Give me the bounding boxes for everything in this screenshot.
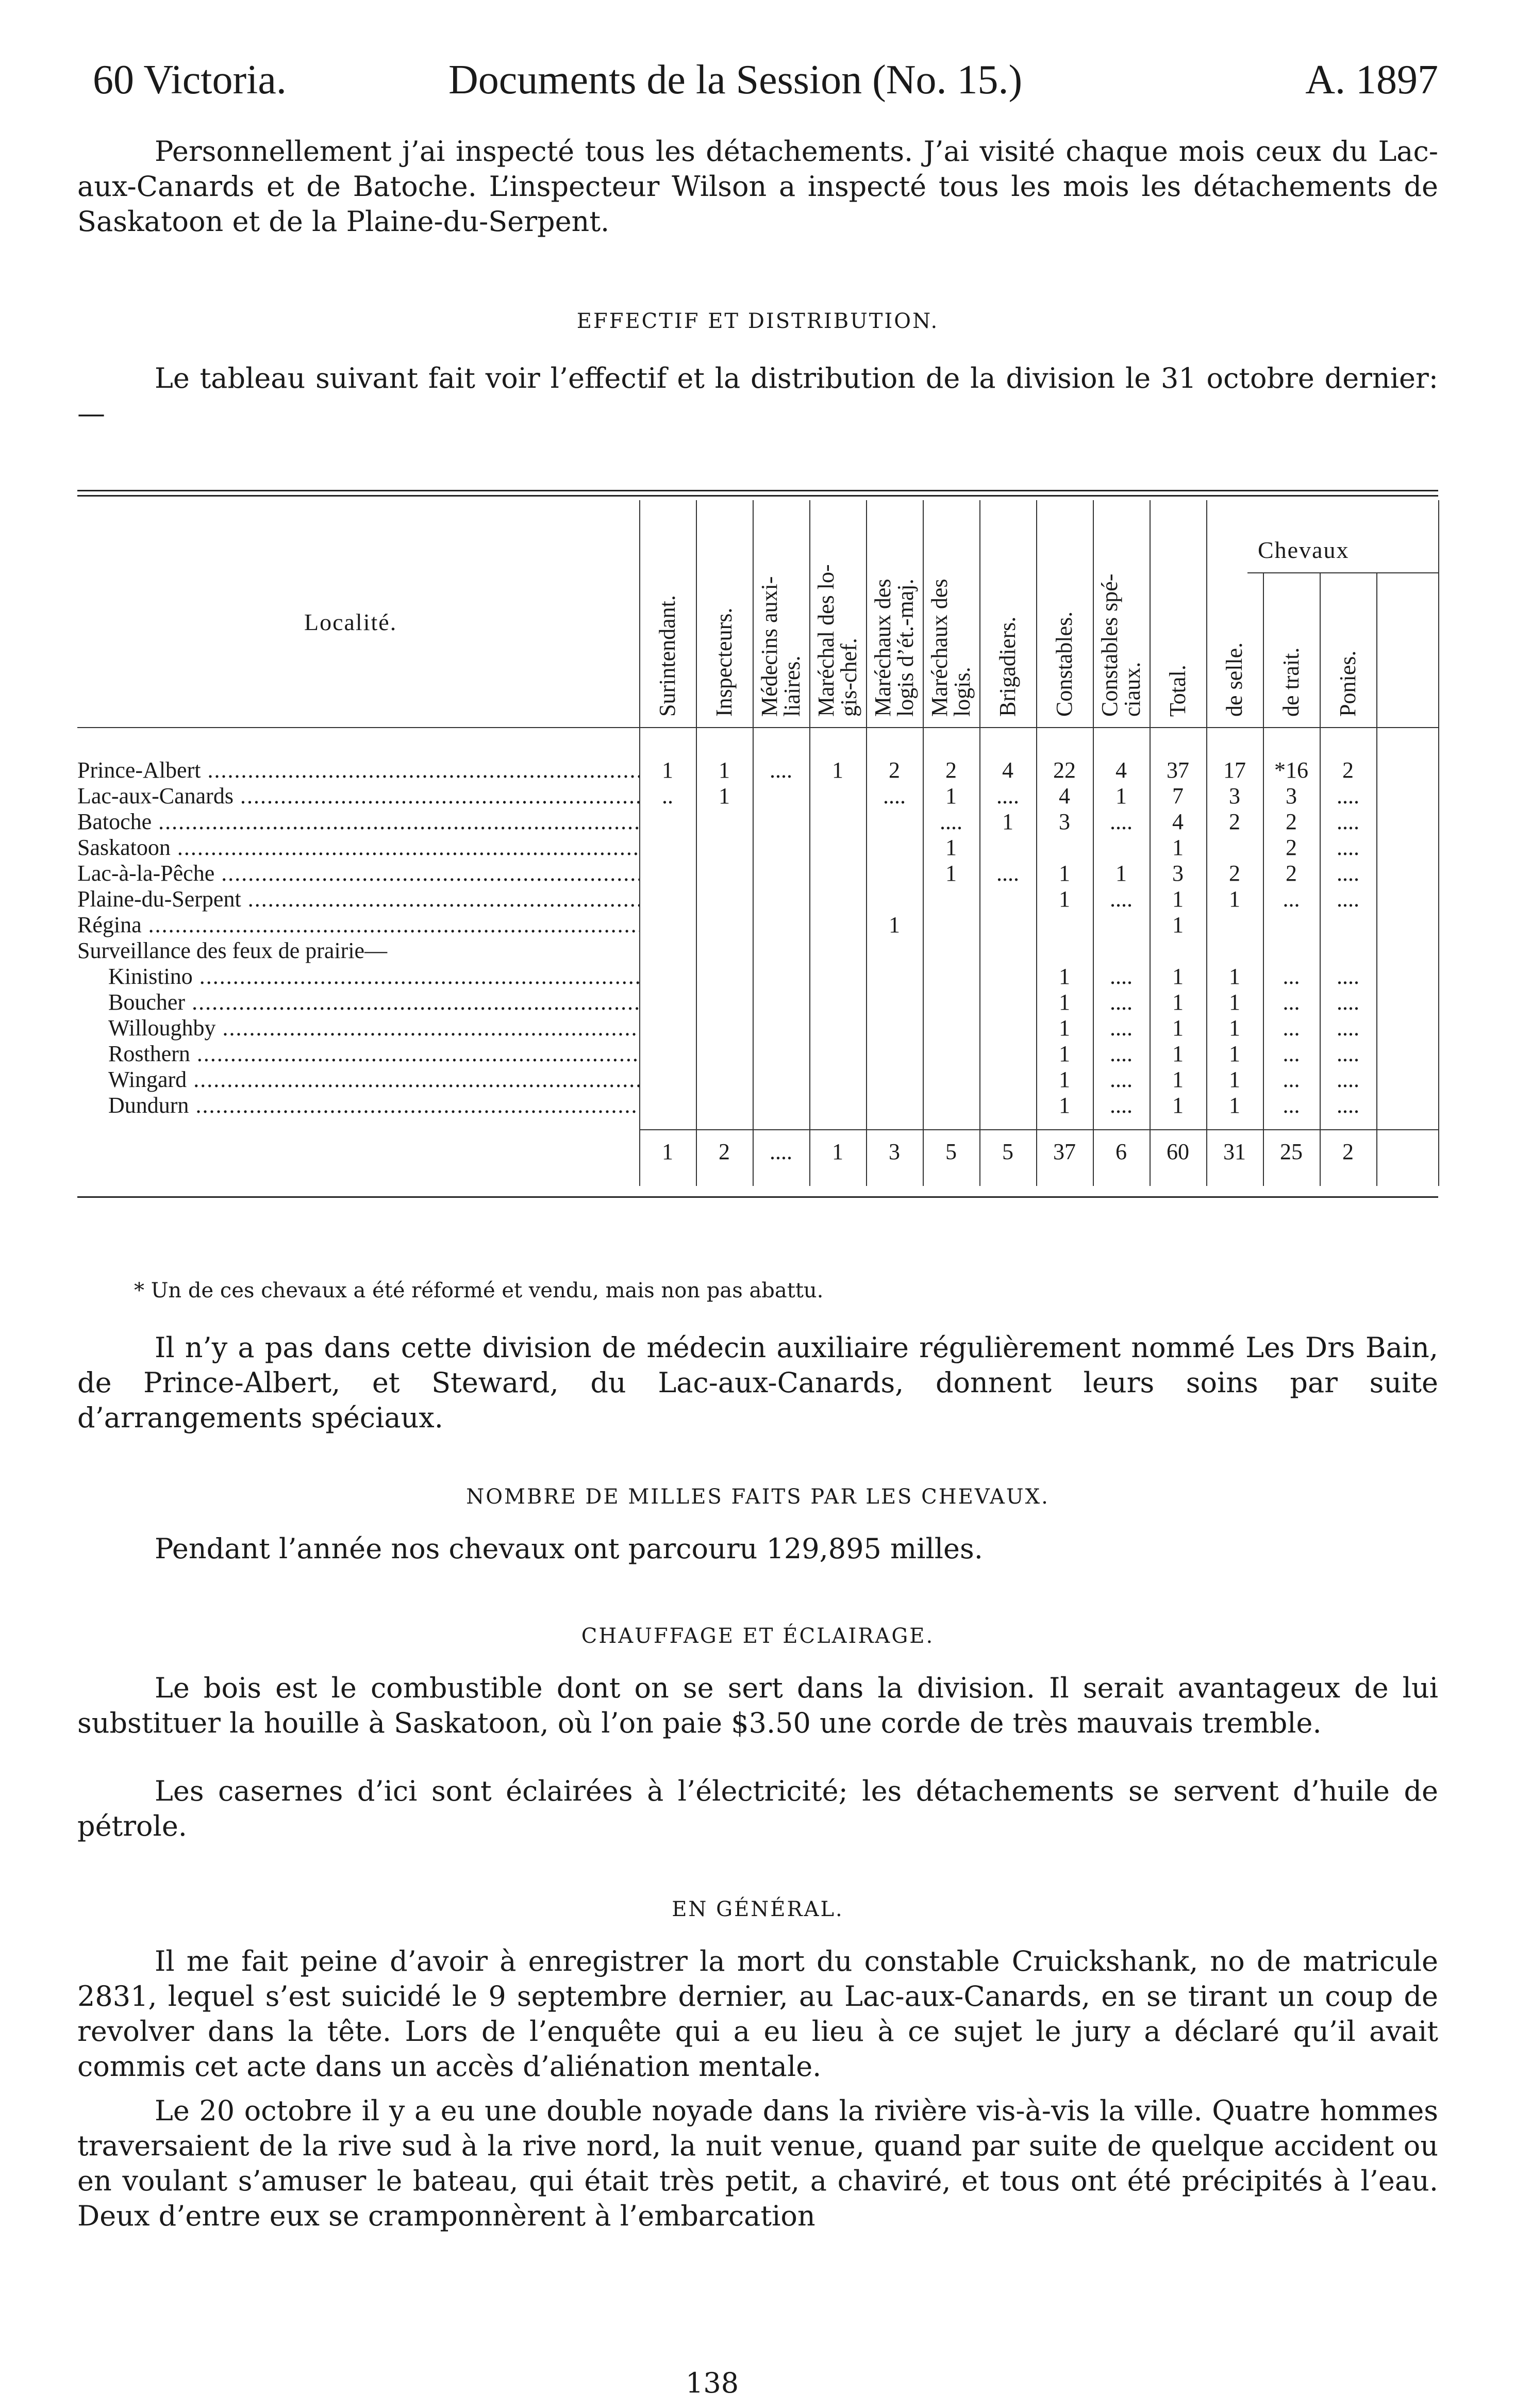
row-cell: 1 [662,757,673,783]
row-cell [1093,835,1150,860]
row-cell [866,964,923,989]
row-cell: .... [1337,1015,1359,1041]
row-cell [979,1016,1036,1041]
row-cell: 1 [1059,989,1070,1015]
row-cell [979,938,1036,963]
row-cell [696,964,753,989]
column-header: logis d’ét.-maj. [893,579,918,717]
row-cell: .... [1110,964,1133,989]
row-cell [923,964,979,989]
row-cell [639,990,696,1015]
row-cell: ... [1283,886,1300,912]
row-cell: 1 [1172,886,1184,912]
row-cell [696,1016,753,1041]
row-locality: Rosthern ..... [108,1042,639,1066]
row-cell: 2 [889,757,900,783]
row-cell [639,1093,696,1118]
row-locality: Plaine-du-Serpent ..... [77,887,639,912]
row-cell: 1 [945,861,957,886]
header-volume: 60 Victoria. [93,57,287,103]
row-cell: .... [1337,861,1359,886]
row-cell: 1 [1002,809,1013,834]
row-cell: .. [662,783,673,809]
total-cell: 1 [832,1139,843,1164]
row-cell [809,964,866,989]
row-cell: ... [1283,1015,1300,1041]
row-cell [1036,938,1093,963]
table-row [77,913,1438,937]
row-locality: Wingard ..... [108,1067,639,1092]
row-cell [639,887,696,912]
table-row [77,1016,1438,1041]
section-heading-chauffage: CHAUFFAGE ET ÉCLAIRAGE. [581,1624,935,1648]
row-cell: .... [1337,886,1359,912]
total-cell: 1 [662,1139,673,1164]
header-bottom-rule [77,727,1438,728]
row-cell: 1 [1229,989,1240,1015]
table-row [77,1042,1438,1066]
row-cell: .... [1110,1067,1133,1092]
row-cell [979,887,1036,912]
row-cell [809,1016,866,1041]
section-heading-milles: NOMBRE DE MILLES FAITS PAR LES CHEVAUX. [466,1485,1050,1509]
row-cell [639,861,696,886]
row-cell [696,913,753,937]
row-cell [639,938,696,963]
row-cell: 2 [1342,757,1354,783]
effectif-table [77,490,1438,1253]
row-cell: .... [1337,835,1359,860]
row-cell [753,810,809,834]
table-row [77,938,1438,963]
row-cell: 1 [1116,783,1127,809]
row-cell: 3 [1229,783,1240,809]
row-cell: .... [996,861,1019,886]
row-cell: 4 [1116,757,1127,783]
row-cell: ... [1283,1067,1300,1092]
medecin-paragraph: Il n’y a pas dans cette division de médecin auxiliaire régulièrement nommé Les Drs Bain, de Prince-Albert, et Steward, du Lac-aux-Canards, donnent leurs soins par suite d’arrangements spéciaux. [77,1331,1438,1434]
row-cell [696,810,753,834]
row-cell [1206,938,1263,963]
total-cell: 5 [1002,1139,1013,1164]
horses-subrule [1247,572,1438,573]
row-cell: ... [1283,989,1300,1015]
row-cell [1036,835,1093,860]
table-row [77,1067,1438,1092]
row-cell [1320,938,1376,963]
row-cell [809,938,866,963]
row-cell [809,990,866,1015]
row-cell [809,784,866,809]
row-cell [866,990,923,1015]
row-cell [1263,938,1320,963]
row-cell: 2 [945,757,957,783]
row-cell [1036,913,1093,937]
header-year: A. 1897 [1305,57,1438,103]
page-number: 138 [686,2367,739,2399]
horses-header: Chevaux [1258,537,1350,563]
row-cell [1093,938,1150,963]
column-header: Maréchal des lo- [813,564,839,717]
table-row [77,990,1438,1015]
row-cell [809,1093,866,1118]
row-cell: 17 [1223,757,1246,783]
row-cell [753,1067,809,1092]
row-cell: 1 [1172,1041,1184,1066]
row-cell [639,1042,696,1066]
row-cell [809,913,866,937]
column-line [1438,500,1439,1186]
row-cell: .... [1110,809,1133,834]
row-cell: *16 [1274,757,1308,783]
row-locality: Lac-aux-Canards ..... [77,784,639,809]
row-cell [696,1042,753,1066]
row-cell: .... [940,809,962,834]
totals-row [77,1140,1438,1164]
row-locality: Saskatoon ..... [77,835,639,860]
row-cell [866,1093,923,1118]
row-cell: 1 [1059,1067,1070,1092]
row-cell: .... [770,757,792,783]
row-cell [923,1067,979,1092]
row-cell [639,810,696,834]
row-cell: 37 [1167,757,1189,783]
row-cell: .... [1337,989,1359,1015]
intro-paragraph: Personnellement j’ai inspecté tous les détachements. J’ai visité chaque mois ceux du Lac-aux-Canards et de Batoche. L’inspecteur Wilson a inspecté tous les mois les détachements de Saskatoon et de la Plaine-du-Serpent. [77,135,1438,238]
table-top-rule [77,490,1438,491]
table-bottom-rule [77,1196,1438,1198]
row-cell [696,990,753,1015]
row-cell: .... [1110,886,1133,912]
total-cell: 31 [1223,1139,1246,1164]
eclairage-paragraph: Les casernes d’ici sont éclairées à l’électricité; les détachements se servent d’huile de pétrole. [77,1775,1438,1842]
total-cell: 3 [889,1139,900,1164]
row-cell [979,964,1036,989]
column-header: logis. [950,667,975,717]
table-row [77,758,1438,783]
general-paragraph-2: Le 20 octobre il y a eu une double noyade dans la rivière vis-à-vis la ville. Quatre hommes traversaient de la rive sud à la rive nord, la nuit venue, quand par suite de quelque accident ou en voulant s’amuser le bateau, qui était très petit, a chaviré, et tous ont été précipités à l’eau. Deux d’entre eux se cramponnèrent à l’embarcation [77,2094,1438,2232]
row-cell [1206,835,1263,860]
row-cell [866,1016,923,1041]
row-cell: 1 [1229,886,1240,912]
total-cell: 60 [1167,1139,1189,1164]
row-cell [866,835,923,860]
page-header [77,57,1438,113]
table-footnote: * Un de ces chevaux a été réformé et vendu, mais non pas abattu. [134,1279,824,1302]
row-cell [979,1093,1036,1118]
row-locality: Willoughby ..... [108,1016,639,1041]
row-cell [753,1016,809,1041]
row-cell [753,938,809,963]
table-row [77,861,1438,886]
row-cell [866,938,923,963]
row-locality: Lac-à-la-Pêche ..... [77,861,639,886]
row-cell: 2 [1286,835,1297,860]
row-cell: 1 [1059,861,1070,886]
row-locality: Dundurn ..... [108,1093,639,1118]
row-cell: 1 [1172,912,1184,937]
row-cell [753,861,809,886]
row-cell: 1 [1059,1093,1070,1118]
row-cell [696,861,753,886]
row-cell [979,1067,1036,1092]
row-cell: 1 [719,757,730,783]
row-cell [753,1093,809,1118]
row-cell [866,861,923,886]
row-cell: 1 [1172,989,1184,1015]
row-cell [1206,913,1263,937]
row-cell [696,835,753,860]
row-cell: 1 [1229,1067,1240,1092]
total-cell: 2 [1342,1139,1354,1164]
row-cell [753,964,809,989]
row-cell: ... [1283,964,1300,989]
general-paragraph-1: Il me fait peine d’avoir à enregistrer la mort du constable Cruickshank, no de matricule 2831, lequel s’est suicidé le 9 septembre dernier, au Lac-aux-Canards, en se tirant un coup de revolver dans la tête. Lors de l’enquête qui a eu lieu à ce sujet le jury a déclaré qu’il avait commis cet acte dans un accès d’aliénation mentale. [77,1945,1438,2083]
row-cell: .... [1337,783,1359,809]
row-cell [753,887,809,912]
column-header: de selle. [1222,642,1247,717]
row-cell [979,913,1036,937]
row-cell: 4 [1059,783,1070,809]
column-header: ciaux. [1120,662,1145,717]
row-cell [639,1067,696,1092]
row-cell: 1 [1172,835,1184,860]
row-cell: 1 [1229,1041,1240,1066]
row-cell: 1 [1116,861,1127,886]
row-cell [696,1093,753,1118]
row-cell: 1 [1172,1067,1184,1092]
column-header: Ponies. [1335,650,1360,717]
row-cell: 1 [1059,886,1070,912]
row-cell [923,990,979,1015]
row-cell: 2 [1286,809,1297,834]
table-row [77,835,1438,860]
column-header: gis-chef. [836,638,861,717]
row-cell [753,990,809,1015]
header-title: Documents de la Session (No. 15.) [448,57,1023,103]
row-cell: 1 [1059,964,1070,989]
row-cell: 1 [832,757,843,783]
table-row [77,887,1438,912]
row-cell [923,1042,979,1066]
row-locality: Prince-Albert ..... [77,758,639,783]
row-cell: 1 [1172,1015,1184,1041]
column-header: de trait. [1278,647,1304,717]
row-cell: 1 [1229,1015,1240,1041]
row-cell [866,1042,923,1066]
row-cell [866,810,923,834]
row-cell: 2 [1229,861,1240,886]
row-cell: .... [1110,989,1133,1015]
row-cell: .... [1337,1093,1359,1118]
row-cell: 1 [1229,1093,1240,1118]
row-cell [753,913,809,937]
row-cell [809,835,866,860]
total-cell: .... [770,1139,792,1164]
row-cell [923,1093,979,1118]
row-cell [1093,913,1150,937]
row-cell [923,938,979,963]
row-cell: 4 [1172,809,1184,834]
section-heading-effectif: EFFECTIF ET DISTRIBUTION. [576,309,939,333]
row-cell [1263,913,1320,937]
row-cell: 7 [1172,783,1184,809]
section-heading-general: EN GÉNÉRAL. [672,1898,844,1921]
table-top-rule-2 [77,495,1438,497]
row-cell: .... [1110,1093,1133,1118]
row-cell: 2 [1286,861,1297,886]
row-cell [866,1067,923,1092]
column-header: Médecins auxi- [757,576,782,717]
row-cell: 3 [1286,783,1297,809]
row-cell [639,913,696,937]
row-cell: 22 [1053,757,1076,783]
column-header: Inspecteurs. [711,607,737,717]
row-cell [866,887,923,912]
row-cell [979,835,1036,860]
total-cell: 2 [719,1139,730,1164]
locality-header: Localité. [304,609,397,635]
row-cell: ... [1283,1041,1300,1066]
row-cell [809,887,866,912]
row-cell: .... [1110,1041,1133,1066]
row-cell: .... [883,783,906,809]
row-cell: 1 [1059,1041,1070,1066]
row-locality: Régina ..... [77,913,639,937]
row-cell: 3 [1172,861,1184,886]
column-header: Maréchaux des [870,579,895,717]
total-cell: 25 [1280,1139,1303,1164]
row-cell [923,887,979,912]
row-cell: .... [1337,809,1359,834]
table-row [77,810,1438,834]
row-locality: Kinistino ..... [108,964,639,989]
row-cell: .... [1337,964,1359,989]
row-cell [809,810,866,834]
row-cell: .... [996,783,1019,809]
row-cell [979,990,1036,1015]
column-header: Surintendant. [655,595,680,717]
row-cell: ... [1283,1093,1300,1118]
total-cell: 6 [1116,1139,1127,1164]
row-cell: 1 [1172,964,1184,989]
row-cell [923,1016,979,1041]
row-cell: 4 [1002,757,1013,783]
row-cell: 1 [1229,964,1240,989]
row-locality: Surveillance des feux de prairie— [77,938,388,963]
row-cell [639,964,696,989]
row-cell [639,1016,696,1041]
column-header: Brigadiers. [995,616,1020,717]
row-cell [753,1042,809,1066]
column-header: Total. [1165,665,1190,717]
row-cell [639,835,696,860]
row-locality: Batoche ..... [77,810,639,834]
row-cell: .... [1337,1067,1359,1092]
row-cell: .... [1110,1015,1133,1041]
row-cell [979,1042,1036,1066]
row-cell [1320,913,1376,937]
row-cell [753,835,809,860]
row-cell: .... [1337,1041,1359,1066]
totals-rule [639,1129,1438,1130]
row-cell: 2 [1229,809,1240,834]
table-row [77,1093,1438,1118]
column-header: Maréchaux des [927,579,952,717]
row-cell: 1 [945,835,957,860]
row-cell [809,1042,866,1066]
total-cell: 5 [945,1139,957,1164]
milles-paragraph: Pendant l’année nos chevaux ont parcouru 129,895 milles. [155,1532,983,1565]
row-cell: 1 [719,783,730,809]
row-cell: 3 [1059,809,1070,834]
row-cell: 1 [1059,1015,1070,1041]
column-header: Constables spé- [1097,573,1122,717]
effectif-paragraph: Le tableau suivant fait voir l’effectif et la distribution de la division le 31 octobre dernier:— [77,362,1438,430]
row-cell [923,913,979,937]
row-locality: Boucher ..... [108,990,639,1015]
column-header: liaires. [779,655,805,717]
row-cell [809,1067,866,1092]
row-cell [1150,938,1206,963]
row-cell [696,887,753,912]
row-cell: 1 [945,783,957,809]
row-cell: 1 [889,912,900,937]
row-cell: 1 [1172,1093,1184,1118]
column-header: Constables. [1052,611,1077,717]
row-cell [696,938,753,963]
row-cell [696,1067,753,1092]
chauffage-paragraph: Le bois est le combustible dont on se sert dans la division. Il serait avantageux de lui substituer la houille à Saskatoon, où l’on paie $3.50 une corde de très mauvais tremble. [77,1672,1438,1739]
total-cell: 37 [1053,1139,1076,1164]
table-row [77,784,1438,809]
table-row [77,964,1438,989]
row-cell [753,784,809,809]
row-cell [809,861,866,886]
